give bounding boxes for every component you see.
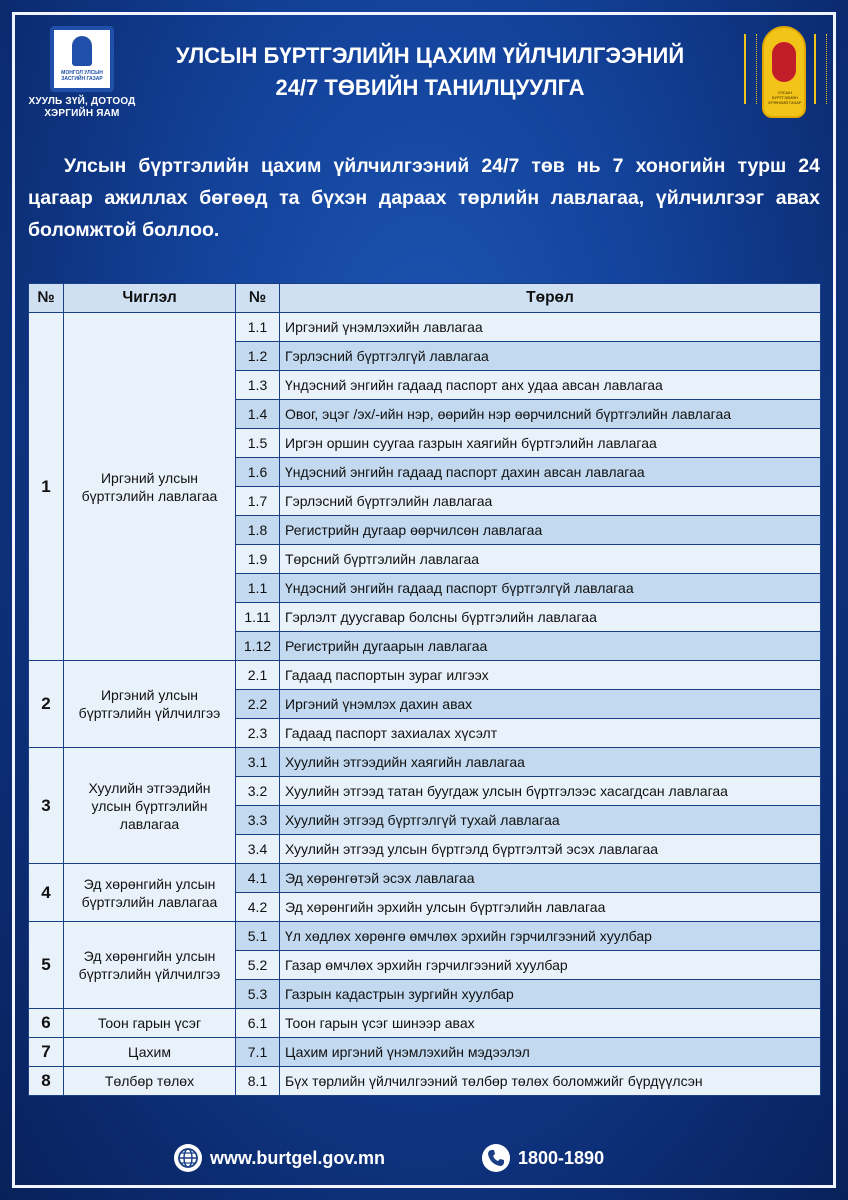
group-number: 3 (29, 748, 64, 864)
group-direction: Тоон гарын үсэг (64, 1009, 236, 1038)
item-number: 1.3 (236, 371, 280, 400)
group-number: 8 (29, 1067, 64, 1096)
item-type: Хуулийн этгээд бүртгэлгүй тухай лавлагаа (280, 806, 821, 835)
table-header-row (29, 284, 821, 313)
item-number: 7.1 (236, 1038, 280, 1067)
header-group-no: № (29, 284, 64, 313)
table-row (29, 922, 821, 951)
item-type: Эд хөрөнгийн эрхийн улсын бүртгэлийн лавлагаа (280, 893, 821, 922)
page-title-line2: 24/7 ТӨВИЙН ТАНИЛЦУУЛГА (275, 75, 585, 100)
group-number: 6 (29, 1009, 64, 1038)
item-type: Хуулийн этгээдийн хаягийн лавлагаа (280, 748, 821, 777)
item-number: 2.3 (236, 719, 280, 748)
item-number: 4.1 (236, 864, 280, 893)
table-row (29, 864, 821, 893)
item-number: 6.1 (236, 1009, 280, 1038)
table-row (29, 661, 821, 690)
item-type: Тоон гарын үсэг шинээр авах (280, 1009, 821, 1038)
item-type: Газар өмчлөх эрхийн гэрчилгээний хуулбар (280, 951, 821, 980)
group-number: 4 (29, 864, 64, 922)
item-type: Гэрлэсний бүртгэлийн лавлагаа (280, 487, 821, 516)
item-type: Иргэний үнэмлэхийн лавлагаа (280, 313, 821, 342)
website-link[interactable] (174, 1142, 385, 1174)
item-type: Иргэний үнэмлэх дахин авах (280, 690, 821, 719)
group-number: 5 (29, 922, 64, 1009)
group-number: 1 (29, 313, 64, 661)
phone-icon (482, 1144, 510, 1172)
item-number: 3.3 (236, 806, 280, 835)
item-type: Үндэсний энгийн гадаад паспорт дахин авсан лавлагаа (280, 458, 821, 487)
table-row (29, 748, 821, 777)
item-number: 1.5 (236, 429, 280, 458)
mongol-script-right-icon (814, 34, 827, 104)
group-direction: Цахим (64, 1038, 236, 1067)
group-direction: Иргэний улсын бүртгэлийн үйлчилгээ (64, 661, 236, 748)
item-number: 2.1 (236, 661, 280, 690)
government-emblem-icon (50, 26, 114, 92)
agency-logo-text: УЛСЫН БҮРТГЭЛИЙН ЕРӨНХИЙ ГАЗАР (768, 90, 802, 105)
soyombo-icon (72, 36, 92, 66)
item-type: Регистрийн дугаар өөрчилсөн лавлагаа (280, 516, 821, 545)
item-number: 8.1 (236, 1067, 280, 1096)
item-number: 1.4 (236, 400, 280, 429)
ministry-logo (22, 26, 142, 120)
item-number: 1.1 (236, 574, 280, 603)
group-direction: Эд хөрөнгийн улсын бүртгэлийн лавлагаа (64, 864, 236, 922)
item-type: Үндэсний энгийн гадаад паспорт бүртгэлгүй лавлагаа (280, 574, 821, 603)
item-number: 3.4 (236, 835, 280, 864)
item-number: 5.3 (236, 980, 280, 1009)
ministry-name-line1: ХУУЛЬ ЗҮЙ, ДОТООД (28, 96, 136, 107)
ministry-name-line2: ХЭРГИЙН ЯАМ (44, 108, 120, 119)
item-number: 1.8 (236, 516, 280, 545)
table-body (29, 313, 821, 1096)
item-number: 1.7 (236, 487, 280, 516)
page-title-line1: УЛСЫН БҮРТГЭЛИЙН ЦАХИМ ҮЙЛЧИЛГЭЭНИЙ (175, 43, 685, 68)
item-type: Гэрлэлт дуусгавар болсны бүртгэлийн лавлагаа (280, 603, 821, 632)
item-number: 1.11 (236, 603, 280, 632)
item-type: Үл хөдлөх хөрөнгө өмчлөх эрхийн гэрчилгээний хуулбар (280, 922, 821, 951)
phone-number[interactable] (482, 1142, 604, 1174)
group-direction: Иргэний улсын бүртгэлийн лавлагаа (64, 313, 236, 661)
mongol-script-left-icon (744, 34, 757, 104)
item-type: Газрын кадастрын зургийн хуулбар (280, 980, 821, 1009)
table-row (29, 1009, 821, 1038)
item-number: 2.2 (236, 690, 280, 719)
item-type: Гадаад паспортын зураг илгээх (280, 661, 821, 690)
item-type: Цахим иргэний үнэмлэхийн мэдээлэл (280, 1038, 821, 1067)
group-direction: Эд хөрөнгийн улсын бүртгэлийн үйлчилгээ (64, 922, 236, 1009)
item-number: 3.2 (236, 777, 280, 806)
item-number: 1.9 (236, 545, 280, 574)
item-type: Төрсний бүртгэлийн лавлагаа (280, 545, 821, 574)
table-row (29, 313, 821, 342)
item-type: Овог, эцэг /эх/-ийн нэр, өөрийн нэр өөрчилсний бүртгэлийн лавлагаа (280, 400, 821, 429)
group-number: 2 (29, 661, 64, 748)
phone-text: 1800-1890 (518, 1147, 605, 1168)
item-type: Гэрлэсний бүртгэлгүй лавлагаа (280, 342, 821, 371)
intro-paragraph: Улсын бүртгэлийн цахим үйлчилгээний 24/7 төв нь 7 хоногийн турш 24 цагаар ажиллах бөгөөд та бүхэн дараах төрлийн лавлагаа, үйлчилгээг авах боломжтой боллоо. (28, 155, 820, 241)
website-text: www.burtgel.gov.mn (210, 1147, 385, 1168)
item-number: 4.2 (236, 893, 280, 922)
item-type: Үндэсний энгийн гадаад паспорт анх удаа авсан лавлагаа (280, 371, 821, 400)
seal-emblem-icon (772, 42, 796, 82)
globe-icon (174, 1144, 202, 1172)
footer (0, 1138, 848, 1178)
item-number: 5.2 (236, 951, 280, 980)
item-number: 3.1 (236, 748, 280, 777)
agency-logo (740, 26, 828, 122)
header-type: Төрөл (280, 284, 821, 313)
item-type: Эд хөрөнгөтэй эсэх лавлагаа (280, 864, 821, 893)
item-type: Хуулийн этгээд татан буугдаж улсын бүртгэлээс хасагдсан лавлагаа (280, 777, 821, 806)
item-number: 1.1 (236, 313, 280, 342)
agency-seal-icon (762, 26, 806, 118)
table-row (29, 1038, 821, 1067)
group-direction: Төлбөр төлөх (64, 1067, 236, 1096)
header-direction: Чиглэл (64, 284, 236, 313)
group-direction: Хуулийн этгээдийн улсын бүртгэлийн лавлагаа (64, 748, 236, 864)
item-type: Иргэн оршин суугаа газрын хаягийн бүртгэлийн лавлагаа (280, 429, 821, 458)
item-number: 5.1 (236, 922, 280, 951)
group-number: 7 (29, 1038, 64, 1067)
item-number: 1.6 (236, 458, 280, 487)
emblem-text: МОНГОЛ УЛСЫН ЗАСГИЙН ГАЗАР (61, 70, 103, 82)
header-item-no: № (236, 284, 280, 313)
item-type: Хуулийн этгээд улсын бүртгэлд бүртгэлтэй эсэх лавлагаа (280, 835, 821, 864)
item-number: 1.12 (236, 632, 280, 661)
services-table (28, 283, 821, 1096)
ministry-name (22, 96, 142, 120)
table-row (29, 1067, 821, 1096)
item-type: Регистрийн дугаарын лавлагаа (280, 632, 821, 661)
item-number: 1.2 (236, 342, 280, 371)
item-type: Бүх төрлийн үйлчилгээний төлбөр төлөх боломжийг бүрдүүлсэн (280, 1067, 821, 1096)
item-type: Гадаад паспорт захиалах хүсэлт (280, 719, 821, 748)
page-title (130, 40, 730, 104)
